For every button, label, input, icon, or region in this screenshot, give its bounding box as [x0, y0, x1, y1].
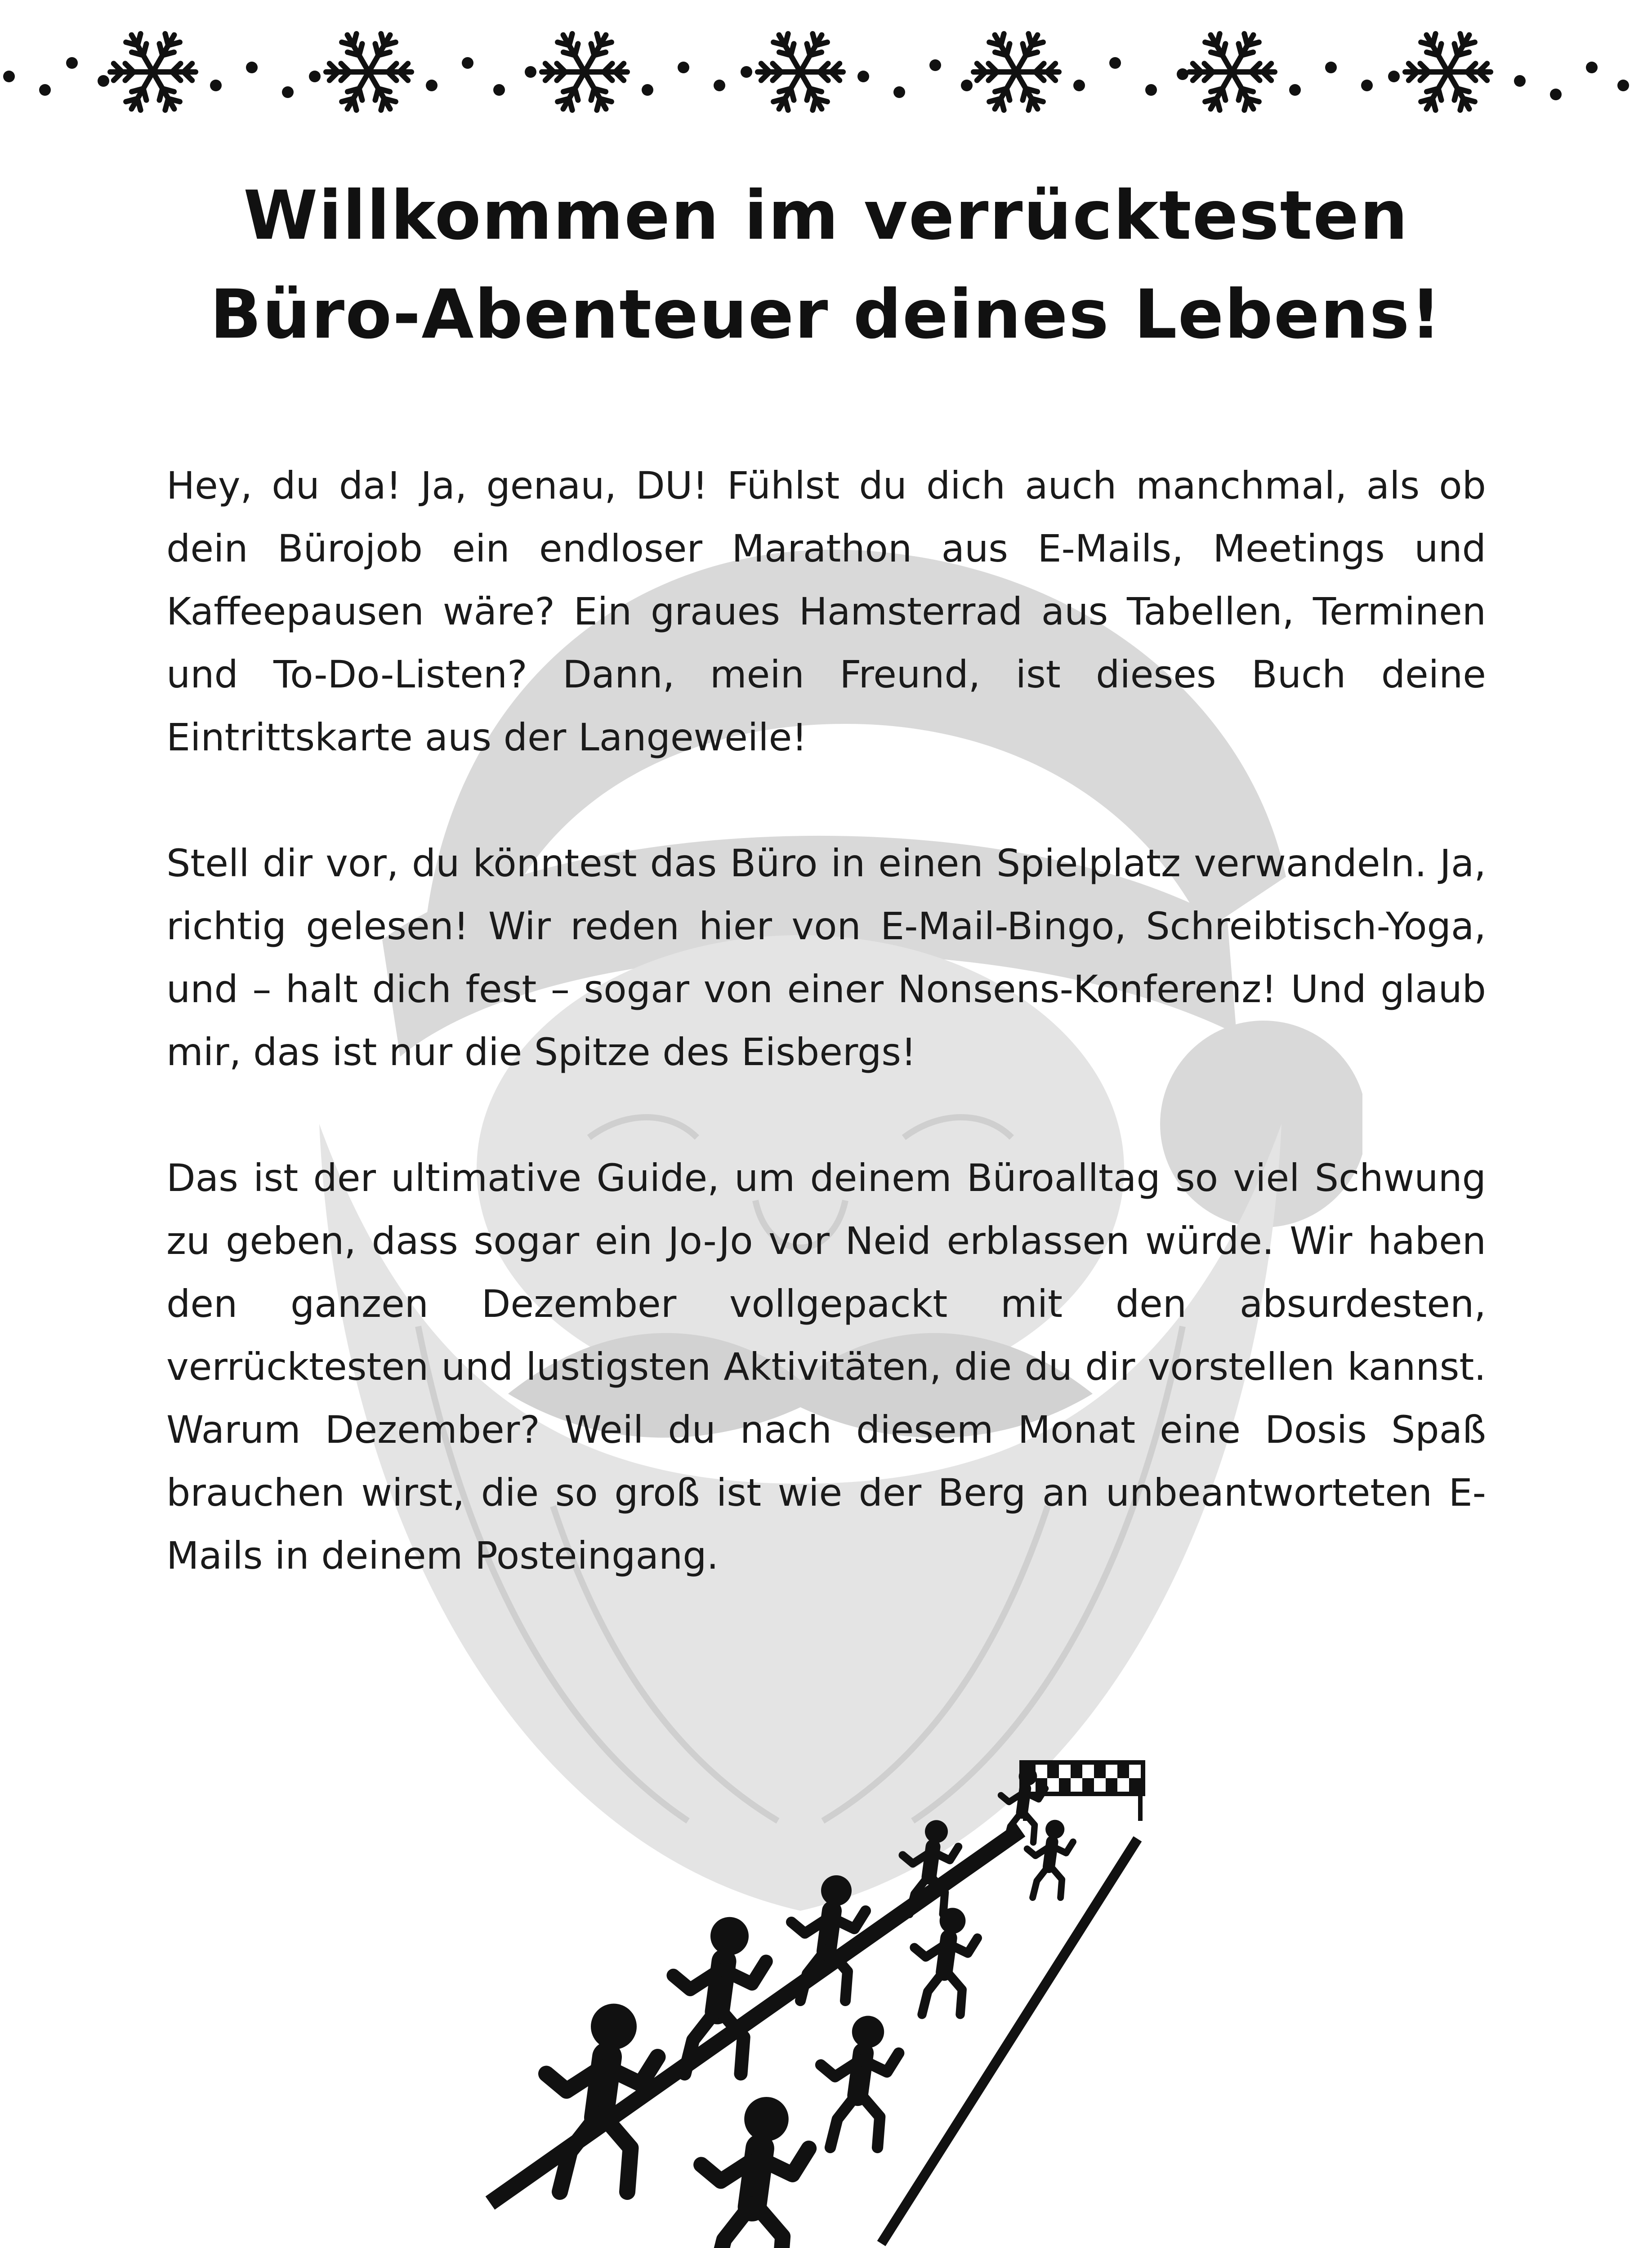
dot-ornament [678, 62, 689, 73]
paragraph-2: Stell dir vor, du könntest das Büro in einen Spielplatz verwandeln. Ja, richtig gelesen! Wir reden hier von E-Mail-Bingo, Schreibtisch-Yoga, und – halt dich fest – sogar von einer Nonsens-Konferenz! Und glaub mir, das ist nur die Spitze des Eisbergs! [166, 841, 1486, 1074]
dot-ornament [309, 71, 321, 82]
dot-ornament [210, 80, 222, 91]
dot-ornament [1289, 84, 1301, 96]
dot-ornament [462, 57, 473, 69]
paragraph-3: Das ist der ultimative Guide, um deinem Büroalltag so viel Schwung zu geben, dass sogar ein Jo-Jo vor Neid erblassen würde. Wir haben den ganzen Dezember vollgepackt mit den absurdesten, verrücktesten und lustigsten Aktivitäten, die du dir vorstellen kannst. Warum Dezember? Weil du nach diesem Monat eine Dosis Spaß brauchen wirst, die so groß ist wie der Berg an unbeantworteten E-Mails in deinem Posteingang. [166, 1156, 1486, 1578]
dot-ornament [3, 71, 15, 82]
dot-ornament [1109, 57, 1121, 69]
snowflake-icon [542, 34, 627, 110]
dot-ornament [39, 84, 51, 96]
race-to-finish-icon [472, 1744, 1192, 2248]
dot-ornament [1145, 84, 1157, 96]
dot-ornament [893, 86, 905, 98]
dot-ornament [1617, 80, 1629, 91]
snowflake-icon [973, 34, 1059, 110]
dot-ornament [66, 57, 78, 69]
dot-ornament [714, 80, 725, 91]
dot-ornament [1586, 62, 1598, 73]
dot-ornament [642, 84, 653, 96]
title-line-2: Büro-Abenteuer deines Lebens! [210, 276, 1442, 354]
dot-ornament [246, 62, 258, 73]
runner-icon [701, 2097, 809, 2248]
runner-icon [821, 2016, 899, 2148]
dot-ornament [1325, 62, 1337, 73]
dot-ornament [741, 66, 752, 78]
dot-ornament [98, 75, 109, 87]
runner-icon [915, 1908, 978, 2014]
page-title [90, 166, 1562, 364]
snowflake-icon [326, 34, 411, 110]
snowflake-icon [1405, 34, 1491, 110]
dot-ornament [1388, 71, 1400, 82]
dot-ornament [857, 71, 869, 82]
dot-ornament [1073, 80, 1085, 91]
dot-ornament [493, 84, 505, 96]
snowflake-icon [758, 34, 843, 110]
snowflake-icon [1189, 34, 1275, 110]
paragraph-1: Hey, du da! Ja, genau, DU! Fühlst du dich auch manchmal, als ob dein Bürojob ein endloser Marathon aus E-Mails, Meetings und Kaffeepausen wäre? Ein graues Hamsterrad aus Tabellen, Terminen und To-Do-Listen? Dann, mein Freund, ist dieses Buch deine Eintrittskarte aus der Langeweile! [166, 464, 1486, 759]
title-line-1: Willkommen im verrücktesten [243, 177, 1409, 255]
dot-ornament [1177, 68, 1188, 80]
dot-ornament [929, 59, 941, 71]
dot-ornament [525, 66, 536, 78]
body-text [166, 454, 1486, 1650]
dot-ornament [1514, 75, 1526, 87]
dot-ornament [426, 80, 438, 91]
snowflake-icon [110, 34, 196, 110]
dot-ornament [961, 80, 973, 91]
dot-ornament [282, 86, 294, 98]
snowflake-border [0, 18, 1652, 135]
dot-ornament [1550, 89, 1562, 100]
dot-ornament [1361, 80, 1373, 91]
